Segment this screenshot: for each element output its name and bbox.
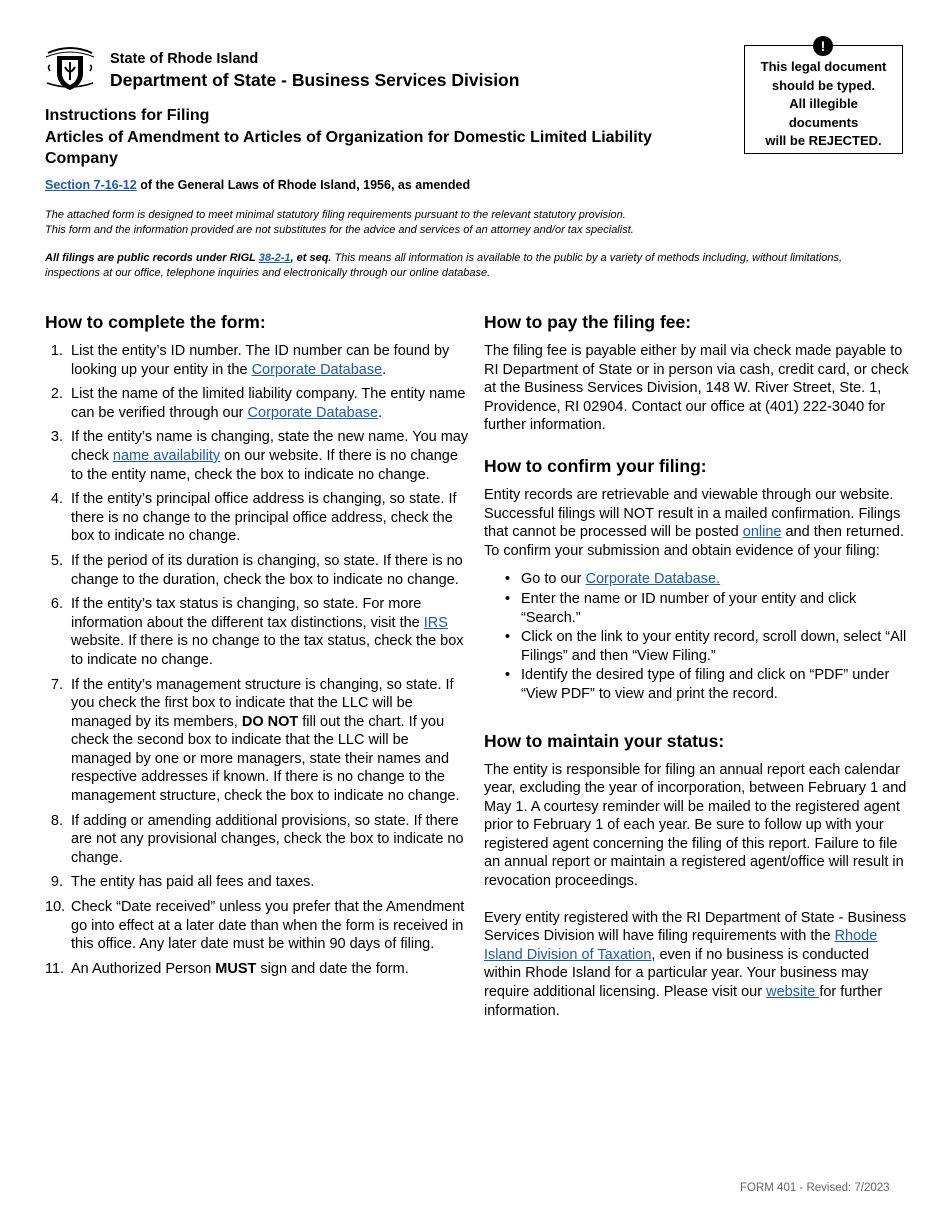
list-item (45, 898, 470, 954)
maintain-text-1: The entity is responsible for filing an annual report each calendar year, excluding the year of incorporation, between February 1 and May 1. A courtesy reminder will be mailed to the registered agent prior to February 1 of each year. Be sure to follow up with your registered agent concerning the filing of this report. Failure to file an annual report or maintain a registered agent/office will result in revocation proceedings. (484, 761, 907, 890)
item-text: . (382, 361, 387, 378)
item-text: website. If there is no change to the tax status, check the box to indicate no change. (71, 633, 464, 668)
item-text: sign and date the form. (256, 960, 409, 977)
item-text: If the entity’s name is changing, state the new name. You may check (71, 429, 469, 464)
list-item (45, 552, 470, 589)
item-text: If the period of its duration is changing, so state. If there is no change to the duration, check the box to indicate no change. (71, 552, 463, 588)
bullet-text: Go to our (521, 571, 586, 588)
item-number: 11. (45, 960, 65, 977)
list-item (484, 570, 909, 589)
title-line-1: Instructions for Filing (45, 107, 210, 124)
item-text: If the entity’s management structure is changing, so state. If you check the first box to indicate that the LLC will be managed by its members, (71, 676, 454, 730)
rhode-island-seal-icon (44, 43, 96, 93)
notice-line: documents (788, 114, 859, 130)
maintain-text-2 (484, 909, 909, 1021)
emphasis-text: MUST (215, 960, 257, 977)
section-link[interactable]: Section 7-16-12 (45, 178, 137, 192)
list-item (45, 342, 470, 379)
typed-notice-box (744, 38, 903, 154)
confirm-text-a: Entity records are retrievable and viewable through our website. Successful filings will NOT result in a mailed confirmation. Filings that cannot be processed will be posted (484, 486, 901, 541)
document-title (45, 105, 725, 170)
list-item (45, 676, 470, 806)
item-text: Check “Date received” unless you prefer that the Amendment go into effect at a later date than when the form is received in this office. Any later date must be within 90 days of filing. (71, 899, 465, 953)
item-number: 8. (50, 812, 63, 829)
form-revision-footer: FORM 401 - Revised: 7/2023 (740, 1182, 890, 1194)
item-number: 4. (50, 491, 63, 508)
item-text: If the entity’s tax status is changing, so state. For more information about the different tax distinctions, visit the (71, 596, 424, 631)
website-link[interactable]: website (766, 984, 820, 1001)
confirm-heading: How to confirm your filing: (484, 455, 707, 476)
public-records-bold: All filings are public records under RIGL (45, 252, 259, 264)
item-number: 3. (50, 429, 63, 446)
item-text: fill out the chart. If you check the second box to indicate that the LLC will be managed by one or more managers, state their names and respective addresses if known. If there is no change to the management structure, check the box to indicate no change. (71, 713, 460, 805)
item-text: If adding or amending additional provisions, so state. If there are not any provisional changes, check the box to indicate no change. (71, 812, 464, 866)
item-text: List the name of the limited liability company. The entity name can be verified through our (71, 386, 466, 421)
item-number: 2. (50, 386, 63, 403)
online-link[interactable]: online (742, 524, 782, 541)
irs-link[interactable]: IRS (423, 614, 448, 631)
complete-heading: How to complete the form: (45, 312, 266, 332)
disclaimer-line-1: The attached form is designed to meet minimal statutory filing requirements pursuant to the relevant statutory provision. (45, 209, 626, 221)
item-number: 5. (50, 552, 63, 569)
item-text: . (378, 404, 383, 421)
list-item (45, 812, 470, 868)
bullet-text: Click on the link to your entity record, scroll down, select “All Filings” and then “View Filing.” (521, 629, 907, 664)
list-item (484, 628, 909, 665)
confirm-text (484, 486, 909, 560)
corporate-database-link[interactable]: Corporate Database. (585, 571, 721, 588)
rigl-link[interactable]: 38-2-1 (258, 252, 291, 264)
list-item (484, 590, 909, 627)
title-line-2: Articles of Amendment to Articles of Organization for Domestic Limited Liability Company (45, 128, 652, 167)
list-item (45, 490, 470, 546)
item-number: 6. (50, 596, 63, 613)
confirm-steps-list (484, 570, 909, 703)
state-name: State of Rhode Island (110, 51, 259, 67)
disclaimer-line-2: This form and the information provided are not substitutes for the advice and services of an attorney and/or tax specialist. (45, 223, 634, 236)
disclaimer (45, 208, 845, 237)
bullet-text: Identify the desired type of filing and click on “PDF” under “View PDF” to view and print the record. (521, 667, 890, 702)
division-of-taxation-link[interactable]: Rhode Island Division of Taxation (484, 928, 878, 963)
emphasis-text: DO NOT (241, 713, 299, 730)
maintain-heading: How to maintain your status: (484, 730, 725, 751)
item-text: on our website. If there is no change to the entity name, check the box to indicate no change. (71, 447, 458, 483)
public-records-text: This means all information is available to the public by a variety of methods including, without limitations, inspections at our office, telephone inquiries and electronically through our online database. (45, 252, 843, 279)
maintain-text-2a: Every entity registered with the RI Department of State - Business Services Division will have filing requirements with the (484, 909, 907, 945)
maintain-text-2c: for further information. (484, 984, 883, 1019)
list-item (45, 873, 470, 892)
list-item (45, 595, 470, 669)
name-availability-link[interactable]: name availability (112, 447, 221, 464)
item-number: 9. (50, 874, 63, 891)
list-item (45, 960, 470, 979)
public-records-bold-2: , et seq. (290, 252, 332, 264)
right-column (484, 312, 909, 1020)
corporate-database-link[interactable]: Corporate Database (251, 361, 383, 378)
pay-text: The filing fee is payable either by mail via check made payable to RI Department of State or in person via cash, credit card, or check at the Business Services Division, 148 W. River Street, Ste. 1, Providence, RI 02904. Contact our office at (401) 222-3040 for further information. (484, 343, 909, 434)
notice-line: All illegible (789, 96, 858, 111)
public-records-notice (45, 251, 845, 281)
item-text: List the entity’s ID number. The ID number can be found by looking up your entity in the (71, 343, 450, 378)
pay-heading: How to pay the filing fee: (484, 312, 692, 332)
corporate-database-link[interactable]: Corporate Database (247, 404, 379, 421)
maintain-text-2b: , even if no business is conducted within Rhode Island for a particular year. Your business may require additional licensing. Please visit our (484, 946, 870, 1001)
list-item (45, 385, 470, 422)
left-column (45, 312, 470, 984)
notice-line: should be typed. (771, 77, 876, 93)
confirm-text-b: and then returned. To confirm your submission and obtain evidence of your filing: (484, 524, 904, 559)
item-number: 7. (50, 676, 63, 693)
exclamation-icon: ! (813, 36, 833, 56)
item-text: The entity has paid all fees and taxes. (71, 874, 315, 891)
steps-list (45, 342, 470, 978)
statute-text: of the General Laws of Rhode Island, 1956, as amended (136, 178, 471, 192)
notice-line: will be REJECTED. (765, 133, 882, 148)
bullet-text: Enter the name or ID number of your entity and click “Search.” (521, 590, 857, 626)
item-text: An Authorized Person (71, 960, 216, 977)
department-name: Department of State - Business Services Division (110, 70, 520, 90)
item-text: If the entity’s principal office address is changing, so state. If there is no change to the principal office address, check the box to indicate no change. (71, 491, 457, 545)
notice-line: This legal document (760, 59, 887, 74)
statute-reference (45, 178, 470, 192)
list-item (45, 428, 470, 484)
item-number: 10. (45, 899, 66, 916)
list-item (484, 666, 909, 703)
item-number: 1. (50, 343, 63, 359)
